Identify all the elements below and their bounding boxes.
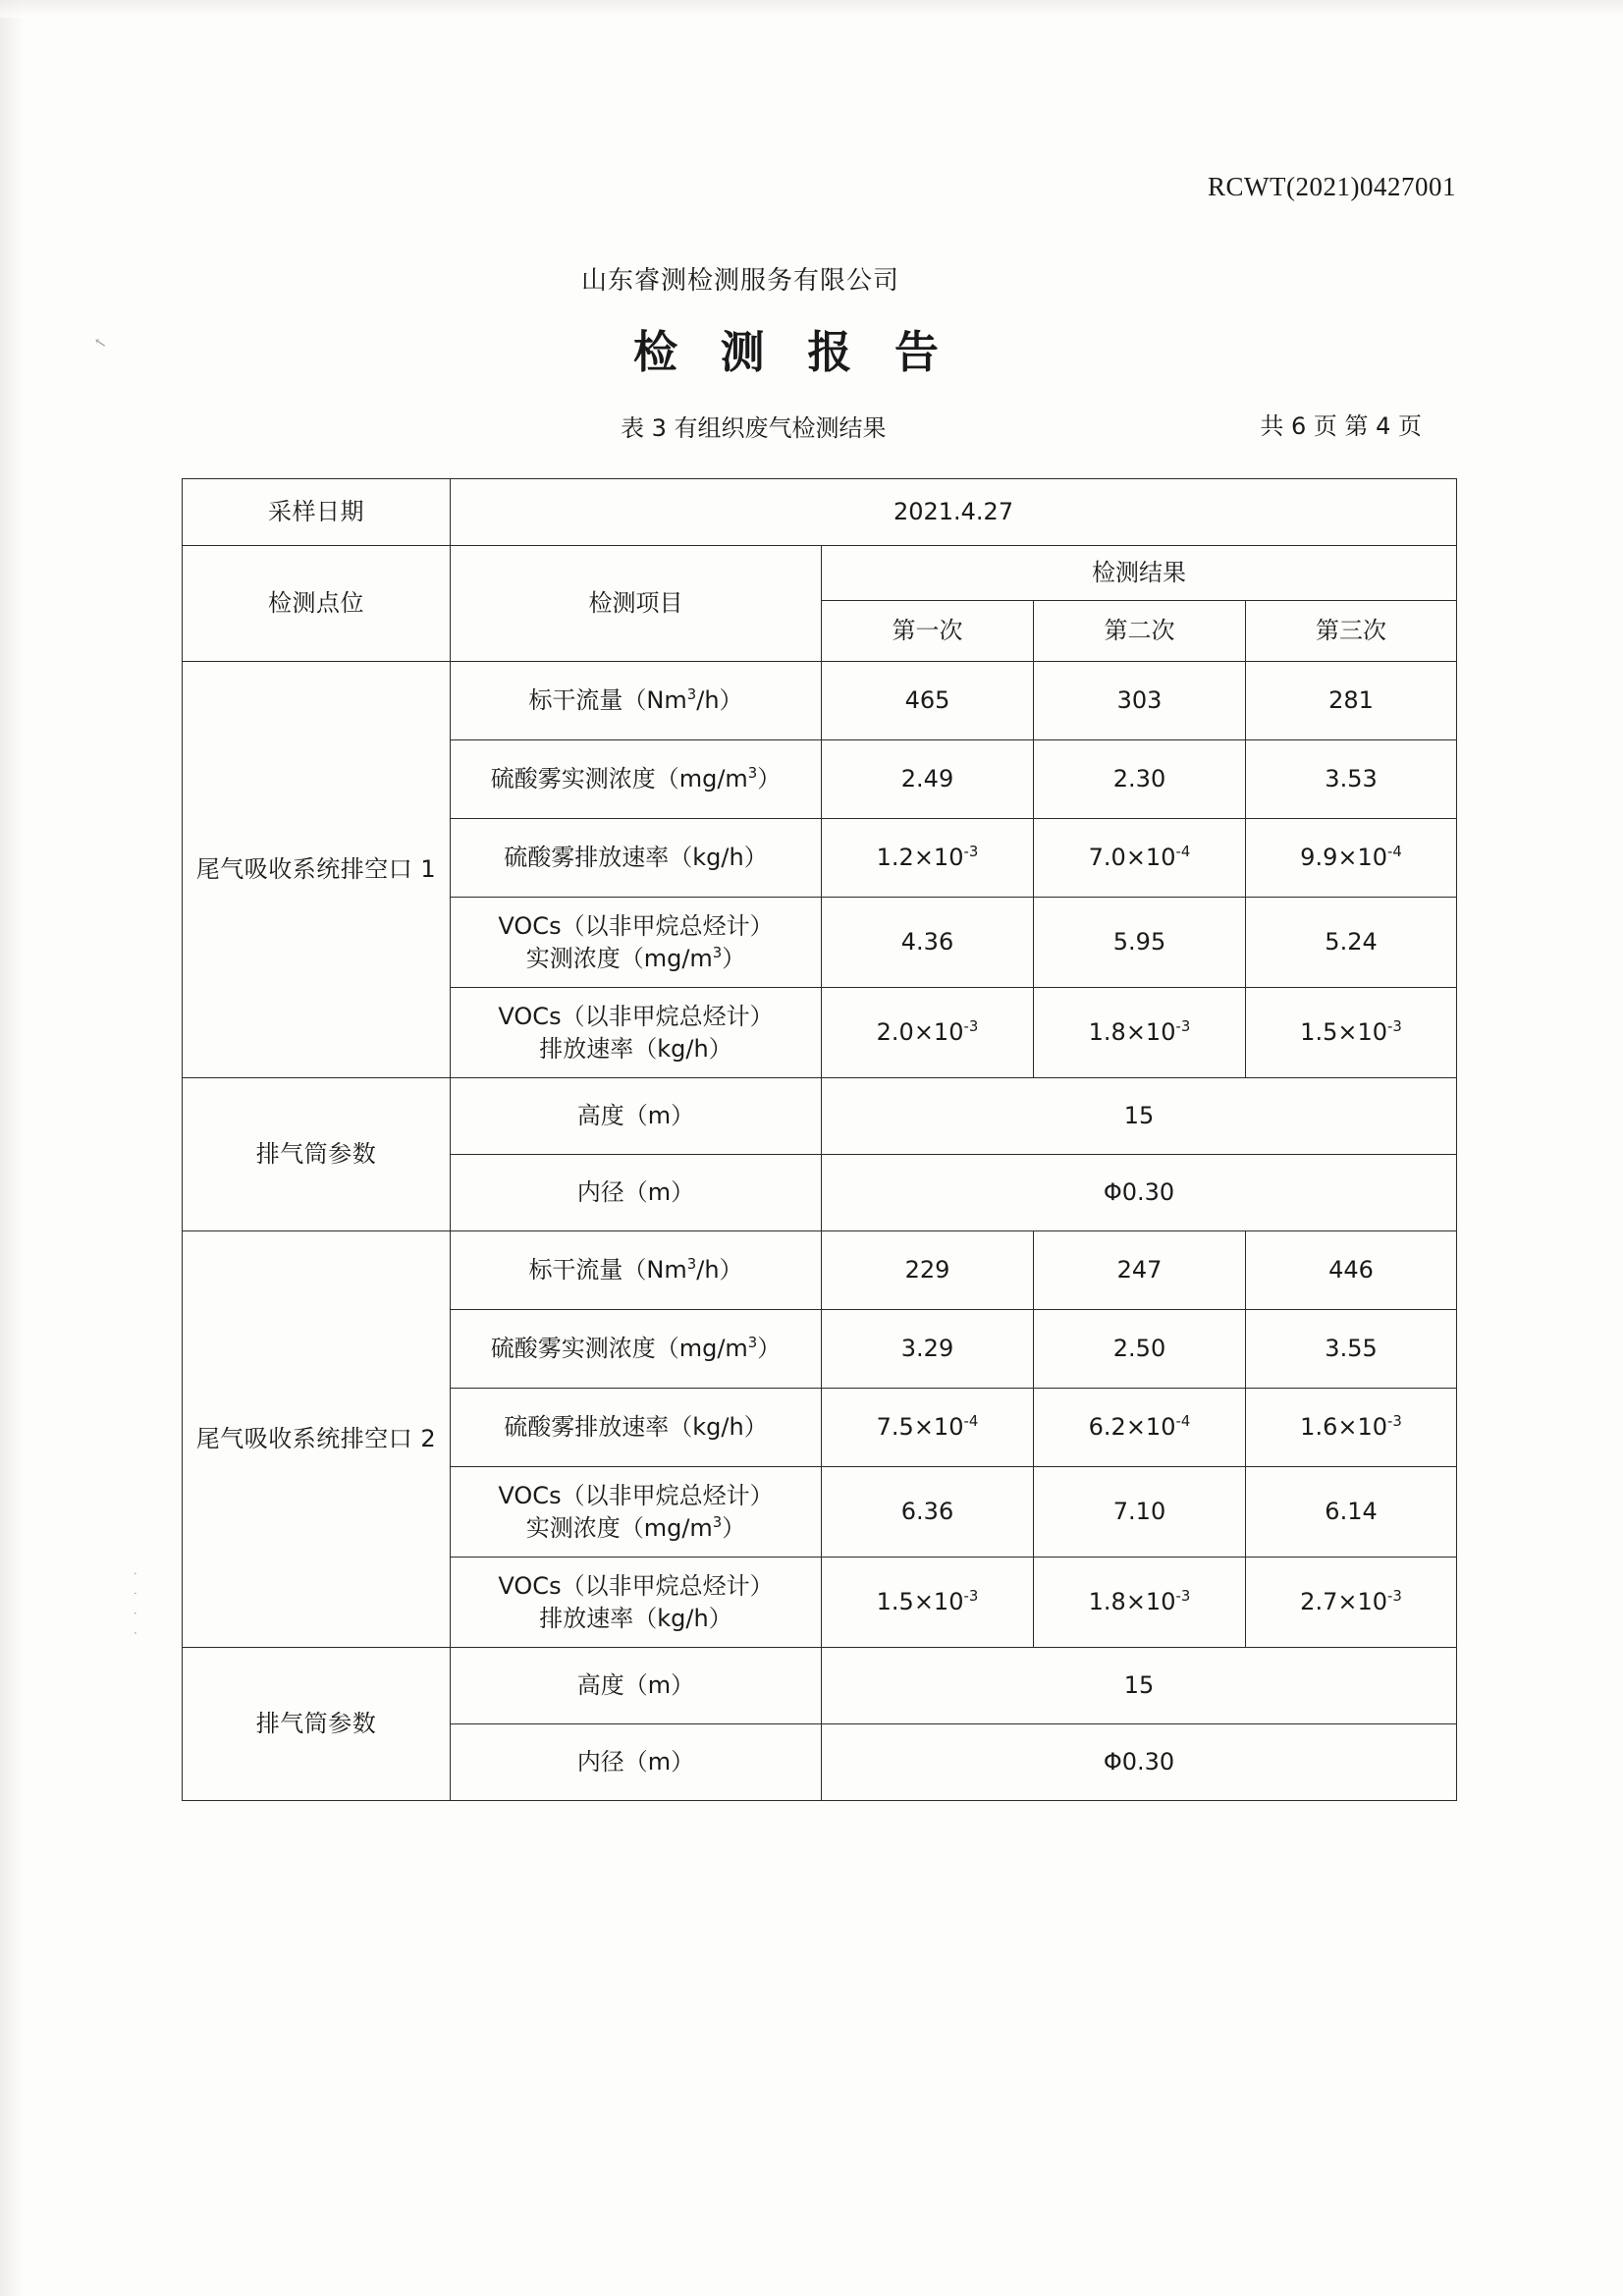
measurement-value-run-3: 3.53	[1246, 740, 1457, 819]
measurement-value-run-3: 3.55	[1246, 1310, 1457, 1389]
measurement-value-run-2: $7.0\times 10^{-4}$	[1034, 819, 1246, 898]
stack-parameter-value: 15	[822, 1648, 1457, 1724]
measurement-item: VOCs（以非甲烷总烃计） 实测浓度$(mg/m^3)$	[451, 898, 822, 988]
measurement-point-2: 尾气吸收系统排空口 2	[183, 1231, 451, 1648]
stack-parameter-value: Φ0.30	[822, 1155, 1457, 1231]
measurement-value-run-1: $2.0\times 10^{-3}$	[822, 988, 1034, 1078]
stack-parameter-item: 高度（m）	[451, 1648, 822, 1724]
measurement-item: 硫酸雾实测浓度$(mg/m^3)$	[451, 1310, 822, 1389]
measurement-value-run-2: 303	[1034, 662, 1246, 740]
page-title: 检 测 报 告	[633, 326, 952, 378]
column-header-point: 检测点位	[183, 546, 451, 662]
column-header-results: 检测结果	[822, 546, 1457, 601]
stack-parameters-label-2: 排气筒参数	[183, 1648, 451, 1801]
measurement-value-run-3: $9.9\times 10^{-4}$	[1246, 819, 1457, 898]
measurement-value-run-3: $1.5\times 10^{-3}$	[1246, 988, 1457, 1078]
measurement-value-run-3: 6.14	[1246, 1467, 1457, 1558]
table-row	[183, 1231, 1457, 1310]
measurement-point-1: 尾气吸收系统排空口 1	[183, 662, 451, 1078]
measurement-value-run-3: $2.7\times 10^{-3}$	[1246, 1558, 1457, 1648]
sampling-date-value: 2021.4.27	[451, 479, 1457, 546]
measurement-value-run-2: 2.30	[1034, 740, 1246, 819]
stack-parameter-item: 内径（m）	[451, 1724, 822, 1801]
measurement-value-run-1: 6.36	[822, 1467, 1034, 1558]
measurement-item: 标干流量（Nm$^3$/h）	[451, 662, 822, 740]
margin-mark-top: ↖	[92, 335, 108, 353]
measurement-value-run-2: 247	[1034, 1231, 1246, 1310]
table-row	[183, 479, 1457, 546]
measurement-item: 硫酸雾排放速率（kg/h）	[451, 1389, 822, 1467]
measurement-value-run-3: 281	[1246, 662, 1457, 740]
measurement-value-run-3: $1.6\times 10^{-3}$	[1246, 1389, 1457, 1467]
measurement-item: VOCs（以非甲烷总烃计） 排放速率（kg/h）	[451, 988, 822, 1078]
measurement-value-run-2: $1.8\times 10^{-3}$	[1034, 1558, 1246, 1648]
measurement-item: 硫酸雾实测浓度$(mg/m^3)$	[451, 740, 822, 819]
margin-mark-side: · · · ·	[127, 1571, 141, 1642]
measurement-value-run-2: 2.50	[1034, 1310, 1246, 1389]
measurement-value-run-2: $6.2\times 10^{-4}$	[1034, 1389, 1246, 1467]
table-row	[183, 1648, 1457, 1724]
stack-parameters-label-1: 排气筒参数	[183, 1078, 451, 1231]
scan-edge-left	[0, 0, 26, 2296]
emission-results-table	[182, 478, 1457, 1801]
sampling-date-label: 采样日期	[183, 479, 451, 546]
measurement-value-run-1: 4.36	[822, 898, 1034, 988]
document-code: RCWT(2021)0427001	[1208, 172, 1456, 201]
measurement-item: VOCs（以非甲烷总烃计） 排放速率（kg/h）	[451, 1558, 822, 1648]
stack-parameter-item: 内径（m）	[451, 1155, 822, 1231]
measurement-item: 硫酸雾排放速率（kg/h）	[451, 819, 822, 898]
measurement-item: VOCs（以非甲烷总烃计） 实测浓度$(mg/m^3)$	[451, 1467, 822, 1558]
measurement-value-run-1: 2.49	[822, 740, 1034, 819]
measurement-value-run-3: 5.24	[1246, 898, 1457, 988]
page-count: 共 6 页 第 4 页	[1260, 412, 1422, 440]
column-header-item: 检测项目	[451, 546, 822, 662]
scan-edge-top	[0, 0, 1623, 18]
stack-parameter-value: Φ0.30	[822, 1724, 1457, 1801]
measurement-value-run-3: 446	[1246, 1231, 1457, 1310]
table-body	[183, 479, 1457, 1801]
column-header-run-2: 第二次	[1034, 601, 1246, 662]
measurement-value-run-1: $1.2\times 10^{-3}$	[822, 819, 1034, 898]
column-header-run-3: 第三次	[1246, 601, 1457, 662]
measurement-item: 标干流量（Nm$^3$/h）	[451, 1231, 822, 1310]
measurement-value-run-1: 465	[822, 662, 1034, 740]
table-caption: 表 3 有组织废气检测结果	[621, 414, 887, 442]
measurement-value-run-2: $1.8\times 10^{-3}$	[1034, 988, 1246, 1078]
company-name: 山东睿测检测服务有限公司	[581, 266, 900, 296]
measurement-value-run-1: $1.5\times 10^{-3}$	[822, 1558, 1034, 1648]
table-row	[183, 1078, 1457, 1155]
measurement-value-run-1: 229	[822, 1231, 1034, 1310]
measurement-value-run-2: 7.10	[1034, 1467, 1246, 1558]
column-header-run-1: 第一次	[822, 601, 1034, 662]
measurement-value-run-1: $7.5\times 10^{-4}$	[822, 1389, 1034, 1467]
stack-parameter-item: 高度（m）	[451, 1078, 822, 1155]
measurement-value-run-2: 5.95	[1034, 898, 1246, 988]
measurement-value-run-1: 3.29	[822, 1310, 1034, 1389]
stack-parameter-value: 15	[822, 1078, 1457, 1155]
table-row	[183, 662, 1457, 740]
table-row	[183, 546, 1457, 601]
